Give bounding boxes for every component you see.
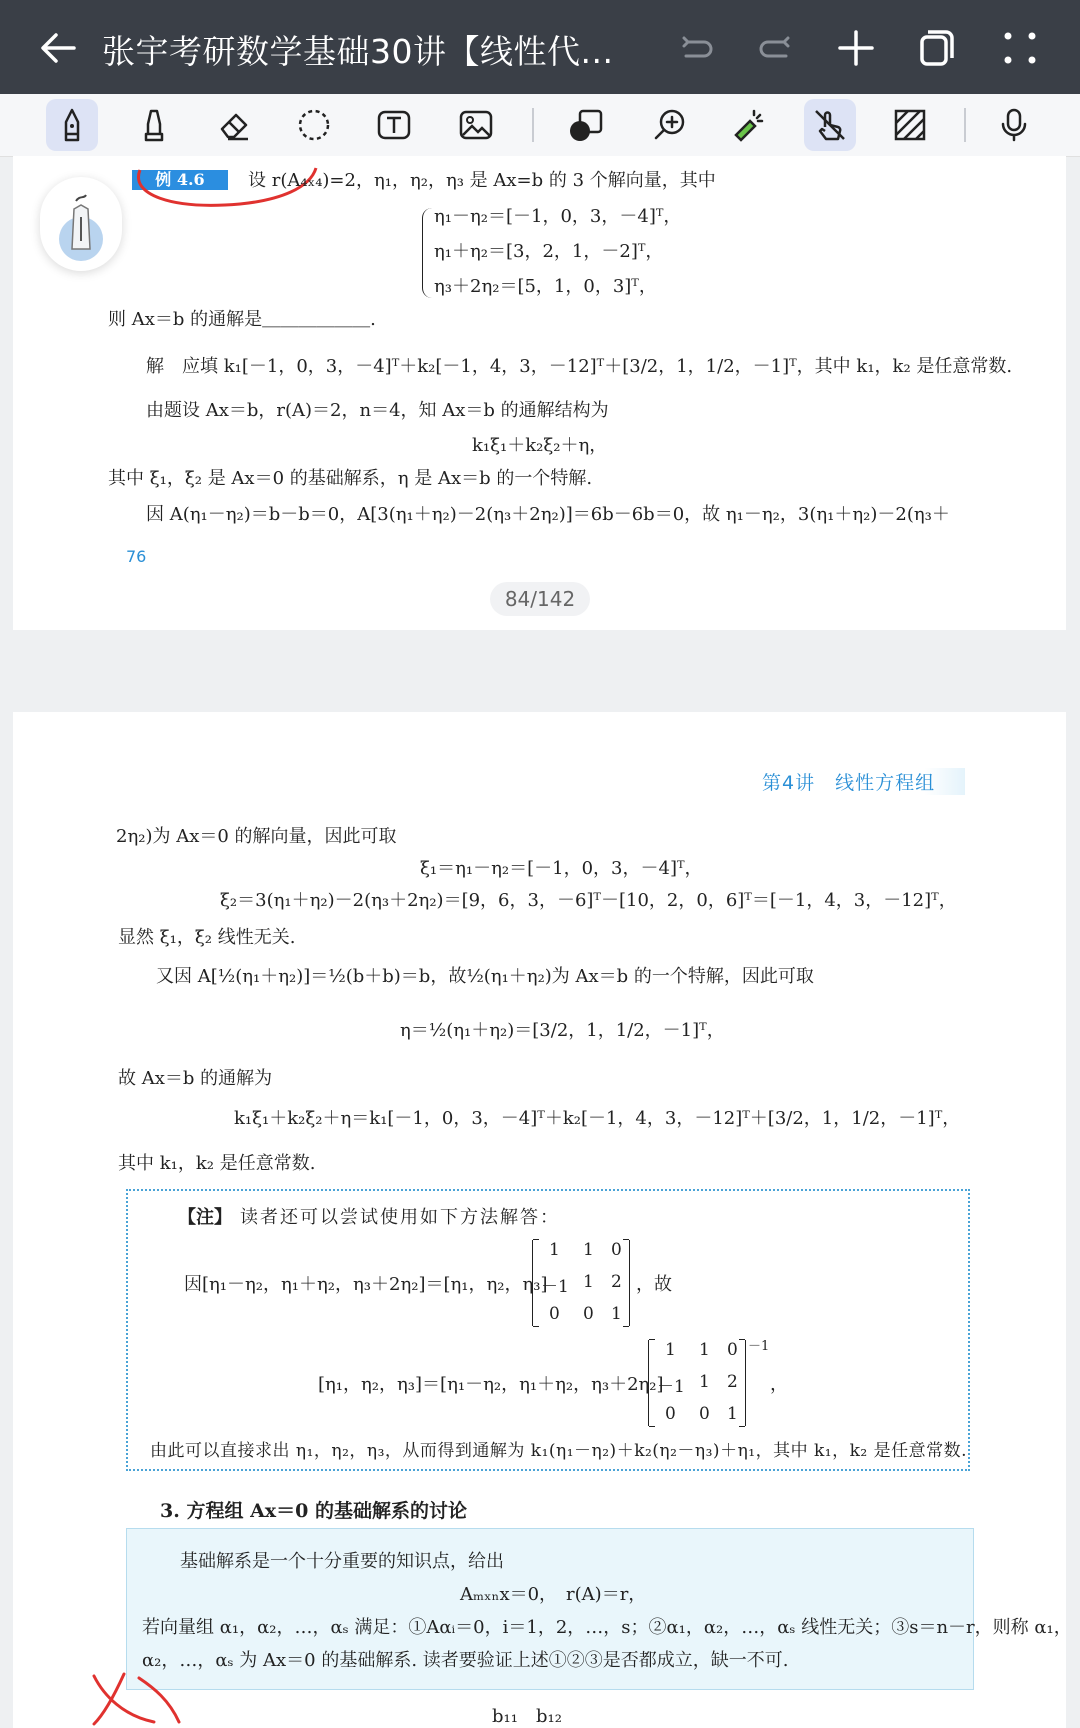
note-intro: 读者还可以尝试使用如下方法解答： bbox=[240, 1207, 560, 1228]
handwritten-mark-annotation bbox=[84, 1666, 184, 1728]
matrix-cell: 0 bbox=[727, 1340, 738, 1360]
inverse-superscript: －1 bbox=[748, 1339, 770, 1354]
text-line: 显然 ξ₁，ξ₂ 线性无关. bbox=[118, 927, 296, 948]
book-page-number: 76 bbox=[126, 547, 147, 566]
eraser-icon bbox=[216, 107, 252, 143]
formula-line: η＝½(η₁＋η₂)＝[3/2，1，1/2，－1]ᵀ， bbox=[400, 1020, 725, 1041]
system-brace bbox=[422, 208, 433, 298]
info-text: 若向量组 α₁，α₂，…，αₛ 满足：①Aαᵢ＝0，i＝1，2，…，s；②α₁，α₂，…，αₛ 线性无关；③s＝n－r，则称 α₁， bbox=[142, 1617, 1072, 1638]
lasso-tool[interactable] bbox=[288, 99, 340, 151]
equation-1: η₁－η₂＝[－1，0，3，－4]ᵀ， bbox=[434, 206, 682, 227]
touch-draw-icon bbox=[812, 107, 848, 143]
note-equation-2: [η₁，η₂，η₃]＝[η₁－η₂，η₁＋η₂，η₃＋2η₂] bbox=[318, 1374, 664, 1395]
matrix-cell: 1 bbox=[665, 1340, 676, 1360]
eraser-tool[interactable] bbox=[208, 99, 260, 151]
microphone-tool[interactable] bbox=[988, 99, 1040, 151]
partial-formula: b₁₁ b₁₂ bbox=[492, 1706, 562, 1727]
text-line: 其中 ξ₁，ξ₂ 是 Ax＝0 的基础解系，η 是 Ax＝b 的一个特解. bbox=[108, 468, 593, 489]
matrix-cell: －1 bbox=[657, 1377, 685, 1397]
text-line: 2η₂)为 Ax＝0 的解向量，因此可取 bbox=[116, 826, 397, 847]
matrix-cell: 1 bbox=[549, 1240, 560, 1260]
lasso-icon bbox=[296, 107, 332, 143]
page-counter: 84/142 bbox=[490, 582, 590, 616]
matrix-cell: 1 bbox=[699, 1340, 710, 1360]
highlighter-icon bbox=[136, 107, 172, 143]
redo-icon[interactable] bbox=[756, 28, 796, 68]
formula-line: ξ₁＝η₁－η₂＝[－1，0，3，－4]ᵀ， bbox=[420, 858, 703, 879]
note-equation-2-suffix: ， bbox=[770, 1374, 788, 1395]
note-title: 【注】 bbox=[178, 1207, 232, 1228]
solution-line: 解 应填 k₁[－1，0，3，－4]ᵀ＋k₂[－1，4，3，－12]ᵀ＋[3/2，1，1/2，－1]ᵀ，其中 k₁，k₂ 是任意常数. bbox=[146, 356, 1013, 377]
pen-icon bbox=[54, 107, 90, 143]
matrix-2 bbox=[648, 1340, 746, 1426]
matrix-cell: 1 bbox=[583, 1240, 594, 1260]
touch-draw-tool[interactable] bbox=[804, 99, 856, 151]
info-formula: Aₘₓₙx＝0， r(A)＝r， bbox=[460, 1584, 647, 1605]
matrix-cell: 0 bbox=[611, 1240, 622, 1260]
note-conclusion: 由此可以直接求出 η₁，η₂，η₃，从而得到通解为 k₁(η₁－η₂)＋k₂(η₂－η₃)＋η₁，其中 k₁，k₂ 是任意常数. bbox=[150, 1441, 968, 1461]
shape-tool[interactable] bbox=[560, 99, 612, 151]
text-line: 又因 A[½(η₁＋η₂)]＝½(b＋b)＝b，故½(η₁＋η₂)为 Ax＝b 的一个特解，因此可取 bbox=[156, 966, 814, 987]
hatch-tool[interactable] bbox=[884, 99, 936, 151]
note-box bbox=[126, 1189, 970, 1471]
zoom-icon bbox=[652, 107, 688, 143]
undo-icon[interactable] bbox=[676, 28, 716, 68]
equation-2: η₁＋η₂＝[3，2，1，－2]ᵀ， bbox=[434, 241, 664, 262]
hatch-icon bbox=[892, 107, 928, 143]
back-arrow-icon[interactable] bbox=[38, 28, 78, 68]
annotation-toolbar bbox=[0, 94, 1080, 157]
image-icon bbox=[458, 107, 494, 143]
matrix-cell: 2 bbox=[727, 1372, 738, 1392]
matrix-cell: －1 bbox=[541, 1277, 569, 1297]
floating-pen-widget[interactable] bbox=[40, 177, 122, 271]
example-problem: 设 r(A₄ₓ₄)=2，η₁，η₂，η₃ 是 Ax=b 的 3 个解向量，其中 bbox=[248, 170, 716, 191]
text-icon bbox=[376, 107, 412, 143]
formula-line: ξ₂＝3(η₁＋η₂)－2(η₃＋2η₂)＝[9，6，3，－6]ᵀ－[10，2，0，6]ᵀ＝[－1，4，3，－12]ᵀ， bbox=[220, 890, 957, 911]
text-tool[interactable] bbox=[368, 99, 420, 151]
stylus-icon bbox=[52, 185, 110, 263]
pages-icon[interactable] bbox=[916, 28, 956, 68]
matrix-1 bbox=[532, 1240, 630, 1326]
formula-line: k₁ξ₁＋k₂ξ₂＋η＝k₁[－1，0，3，－4]ᵀ＋k₂[－1，4，3，－12]ᵀ＋[3/2，1，1/2，－1]ᵀ， bbox=[234, 1108, 961, 1129]
microphone-icon bbox=[996, 107, 1032, 143]
zoom-tool[interactable] bbox=[644, 99, 696, 151]
info-text: α₂，…，αₛ 为 Ax＝0 的基础解系. 读者要验证上述①②③是否都成立，缺一不可. bbox=[142, 1650, 789, 1671]
note-equation-1: 因[η₁－η₂，η₁＋η₂，η₃＋2η₂]＝[η₁，η₂，η₃] bbox=[184, 1274, 548, 1295]
laser-pointer-icon bbox=[730, 107, 766, 143]
equation-3: η₃＋2η₂＝[5，1，0，3]ᵀ， bbox=[434, 276, 657, 297]
pen-tool[interactable] bbox=[46, 99, 98, 151]
title-bar bbox=[0, 0, 1080, 94]
toolbar-divider bbox=[964, 108, 966, 142]
info-text: 基础解系是一个十分重要的知识点，给出 bbox=[180, 1551, 504, 1572]
question-line: 则 Ax＝b 的通解是＿＿＿＿＿＿. bbox=[108, 309, 376, 330]
formula-line: k₁ξ₁＋k₂ξ₂＋η， bbox=[472, 435, 608, 456]
add-icon[interactable] bbox=[836, 28, 876, 68]
text-line: 因 A(η₁－η₂)＝b－b＝0，A[3(η₁＋η₂)－2(η₃＋2η₂)]＝6b－6b＝0，故 η₁－η₂，3(η₁＋η₂)－2(η₃＋ bbox=[146, 504, 950, 525]
matrix-cell: 1 bbox=[727, 1404, 738, 1424]
text-line: 由题设 Ax＝b，r(A)＝2，n＝4，知 Ax＝b 的通解结构为 bbox=[146, 400, 609, 421]
more-icon[interactable] bbox=[1000, 28, 1040, 68]
shape-icon bbox=[568, 107, 604, 143]
image-tool[interactable] bbox=[450, 99, 502, 151]
matrix-cell: 1 bbox=[611, 1304, 622, 1324]
section-title: 3. 方程组 Ax＝0 的基础解系的讨论 bbox=[160, 1500, 467, 1522]
text-line: 其中 k₁，k₂ 是任意常数. bbox=[118, 1153, 316, 1174]
matrix-cell: 0 bbox=[549, 1304, 560, 1324]
toolbar-divider bbox=[532, 108, 534, 142]
highlighter-tool[interactable] bbox=[128, 99, 180, 151]
chapter-header: 第4讲 线性方程组 bbox=[762, 768, 965, 795]
text-line: 故 Ax＝b 的通解为 bbox=[118, 1068, 273, 1089]
matrix-cell: 2 bbox=[611, 1272, 622, 1292]
laser-pointer-tool[interactable] bbox=[722, 99, 774, 151]
matrix-cell: 0 bbox=[665, 1404, 676, 1424]
note-equation-1-suffix: ，故 bbox=[636, 1274, 672, 1295]
example-label: 例 4.6 bbox=[132, 170, 228, 190]
matrix-cell: 1 bbox=[583, 1272, 594, 1292]
matrix-cell: 1 bbox=[699, 1372, 710, 1392]
document-title: 张宇考研数学基础30讲【线性代... bbox=[102, 32, 614, 71]
matrix-cell: 0 bbox=[583, 1304, 594, 1324]
matrix-cell: 0 bbox=[699, 1404, 710, 1424]
